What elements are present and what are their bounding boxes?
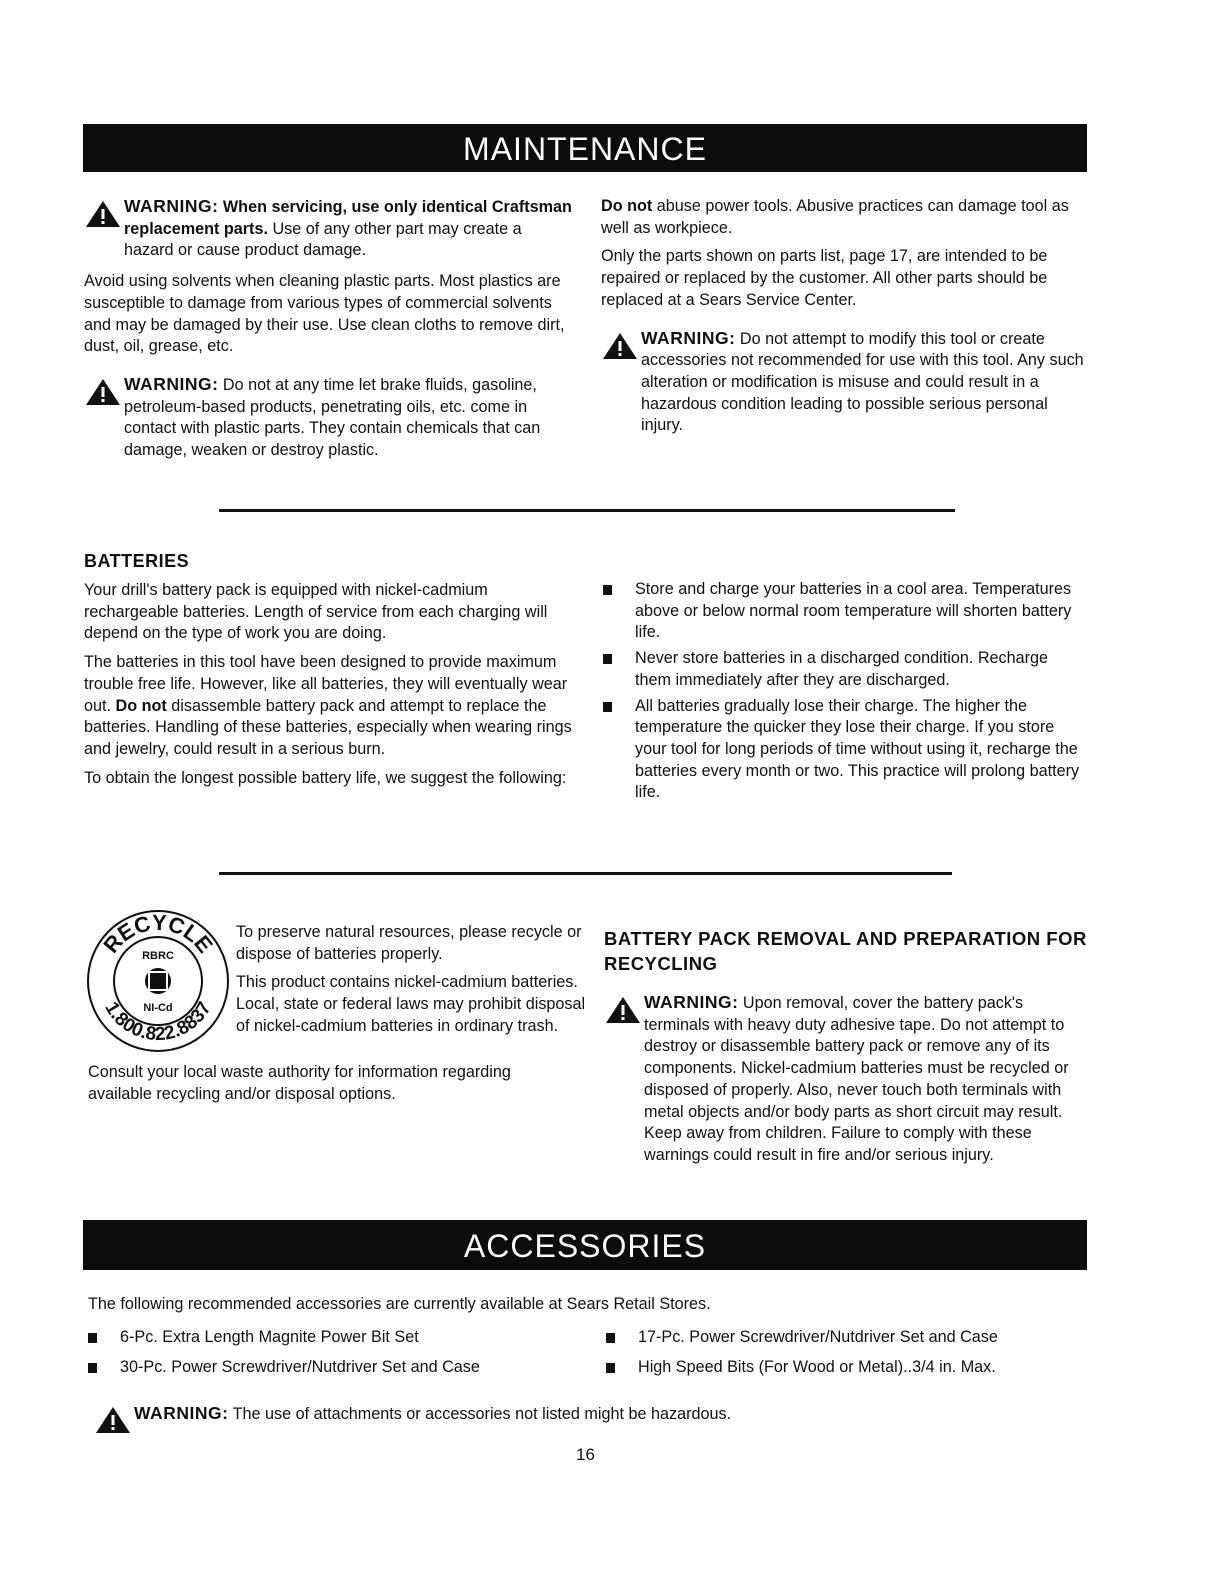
square-bullet-icon xyxy=(88,1363,97,1373)
batteries-paragraph-3: To obtain the longest possible battery life, we suggest the following: xyxy=(84,768,567,787)
solvents-paragraph: Avoid using solvents when cleaning plastic parts. Most plastics are susceptible to damage from various types of commercial solvents and may be damaged by their use. Use clean cloths to remove dirt, dust, oil, grease, etc. xyxy=(84,272,565,356)
batteries-heading: BATTERIES xyxy=(84,551,190,571)
list-item: 30-Pc. Power Screwdriver/Nutdriver Set and Case xyxy=(86,1357,586,1379)
accessories-left-list xyxy=(86,1327,586,1382)
recycle-paragraph-1: To preserve natural resources, please recycle or dispose of batteries properly. xyxy=(236,923,582,963)
list-item: Never store batteries in a discharged condition. Recharge them immediately after they are discharged. xyxy=(601,648,1087,691)
warning-triangle-icon xyxy=(604,995,642,1025)
warning-identical-parts xyxy=(84,196,574,262)
maintenance-header xyxy=(83,124,1087,172)
warning-text: Do not attempt to modify this tool or create accessories not recommended for use with this tool. Any such alteration or modification is misuse and could result in a hazardous condition leading to possible serious personal injury. xyxy=(641,329,1084,435)
maintenance-title: MAINTENANCE xyxy=(463,131,707,167)
batteries-paragraph-2: The batteries in this tool have been designed to provide maximum trouble free life. However, like all batteries, they will eventually wear out. Do not disassemble battery pack and attempt to replace the batteries. Handling of these batteries, especially when wearing rings and jewelry, could result in a serious burn. xyxy=(84,653,572,758)
recycle-paragraph-3: Consult your local waste authority for information regarding available recycling and/or disposal options. xyxy=(88,1063,511,1103)
warning-bold-text: When servicing, use only identical Craftsman replacement parts. xyxy=(124,198,572,238)
warning-battery-terminals xyxy=(604,992,1088,1167)
list-item: All batteries gradually lose their charge. The higher the temperature the quicker they lose their charge. If you store your tool for long periods of time without using it, recharge the batteries every month or two. This practice will prolong battery life. xyxy=(601,696,1087,805)
square-bullet-icon xyxy=(88,1333,97,1343)
section-divider xyxy=(219,509,955,512)
accessories-intro: The following recommended accessories are currently available at Sears Retail Stores. xyxy=(88,1295,711,1313)
accessories-right-list xyxy=(604,1327,1088,1382)
batteries-right-column xyxy=(601,579,1087,808)
accessories-warning xyxy=(94,1403,1094,1426)
list-item: Store and charge your batteries in a cool area. Temperatures above or below normal room temperature will shorten battery life. xyxy=(601,579,1087,644)
square-bullet-icon xyxy=(603,702,612,712)
battery-tips-list xyxy=(601,579,1087,804)
battery-pack-removal-heading: BATTERY PACK REMOVAL AND PREPARATION FOR RECYCLING xyxy=(604,928,1087,974)
accessories-header xyxy=(83,1220,1087,1270)
parts-list-paragraph: Only the parts shown on parts list, page 17, are intended to be repaired or replaced by the customer. All other parts should be replaced at a Sears Service Center. xyxy=(601,247,1048,309)
maintenance-right-column xyxy=(601,196,1087,437)
warning-label: WARNING: xyxy=(134,1403,229,1423)
svg-text:RBRC: RBRC xyxy=(142,950,174,962)
square-bullet-icon xyxy=(606,1333,615,1343)
batteries-left-column xyxy=(84,550,584,796)
list-item: High Speed Bits (For Wood or Metal)..3/4 in. Max. xyxy=(604,1357,1088,1379)
abuse-text: abuse power tools. Abusive practices can damage tool as well as workpiece. xyxy=(601,197,1069,237)
recycle-text-block xyxy=(236,922,586,1045)
page-number: 16 xyxy=(576,1445,595,1464)
warning-label: WARNING: xyxy=(641,327,736,348)
warning-text: Do not at any time let brake fluids, gasoline, petroleum-based products, penetrating oils, etc. come in contact with plastic parts. They contain chemicals that can damage, weaken or destroy plastic. xyxy=(124,375,541,460)
warning-text: Use of any other part may create a hazard or cause product damage. xyxy=(124,219,522,260)
square-bullet-icon xyxy=(606,1363,615,1373)
warning-triangle-icon xyxy=(601,331,639,361)
warning-text: The use of attachments or accessories not listed might be hazardous. xyxy=(232,1405,732,1423)
recycle-paragraph-2: This product contains nickel-cadmium batteries. Local, state or federal laws may prohibit disposal of nickel-cadmium batteries in ordinary trash. xyxy=(236,973,586,1035)
warning-triangle-icon xyxy=(94,1405,132,1435)
svg-text:1.800.822.8837: 1.800.822.8837 xyxy=(100,998,216,1046)
accessories-title: ACCESSORIES xyxy=(463,1228,707,1264)
warning-brake-fluids xyxy=(84,374,574,462)
battery-pack-removal-column xyxy=(604,926,1088,1167)
batteries-paragraph-1: Your drill's battery pack is equipped with nickel-cadmium rechargeable batteries. Length of service from each charging will depend on the type of work you are doing. xyxy=(84,581,548,643)
warning-triangle-icon xyxy=(84,199,122,229)
square-bullet-icon xyxy=(603,654,612,664)
square-bullet-icon xyxy=(603,585,612,595)
svg-text:NI-Cd: NI-Cd xyxy=(143,1002,173,1014)
maintenance-left-column xyxy=(84,196,574,462)
list-item: 6-Pc. Extra Length Magnite Power Bit Set xyxy=(86,1327,586,1349)
section-divider xyxy=(219,872,952,875)
warning-label: WARNING: xyxy=(644,992,739,1012)
warning-triangle-icon xyxy=(84,377,122,407)
warning-text: Upon removal, cover the battery pack's terminals with heavy duty adhesive tape. Do not attempt to destroy or disassemble battery pack or remove any of its components. Nickel-cadmium batteries must be recycled or disposed of properly. Also, never touch both terminals with metal objects and/or body parts as short circuit may result. Keep away from children. Failure to comply with these warnings could result in fire and/or serious injury. xyxy=(644,994,1069,1164)
svg-text:RECYCLE: RECYCLE xyxy=(98,909,218,958)
do-not-bold: Do not xyxy=(601,197,653,215)
warning-label: WARNING: xyxy=(124,373,219,394)
list-item: 17-Pc. Power Screwdriver/Nutdriver Set and Case xyxy=(604,1327,1088,1349)
rbrc-recycle-seal-logo xyxy=(85,908,231,1054)
warning-modify-tool xyxy=(601,328,1087,438)
recycle-consult-text xyxy=(88,1062,568,1112)
warning-label: WARNING: xyxy=(124,196,219,216)
